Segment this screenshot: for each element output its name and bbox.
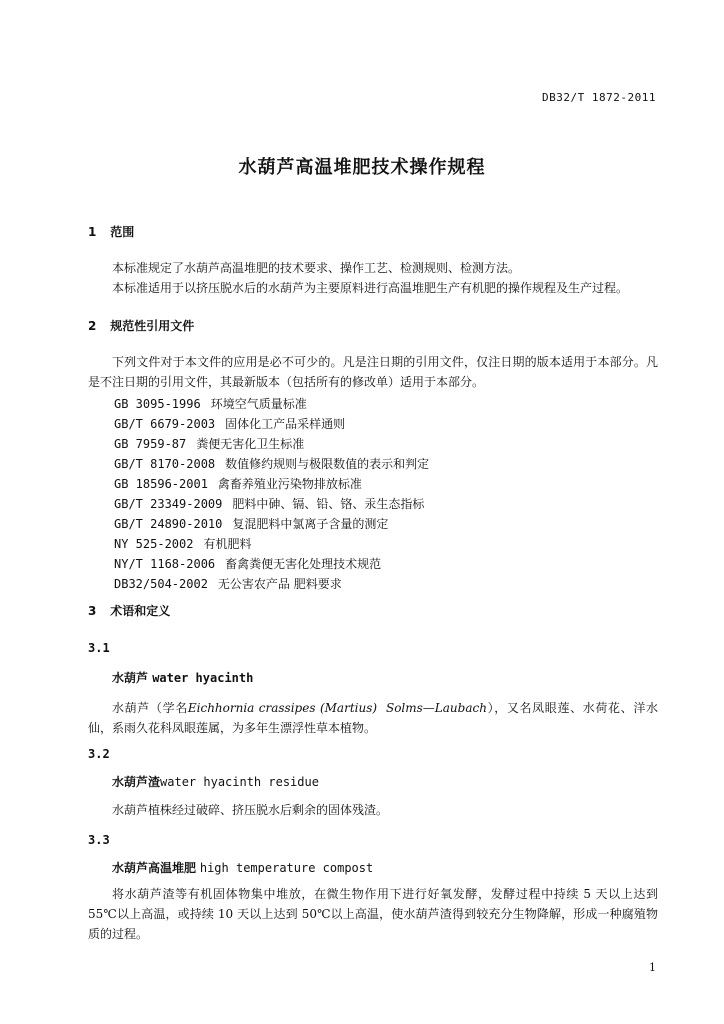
reference-code: GB 18596-2001 (114, 477, 208, 491)
section-number: 1 (88, 225, 97, 239)
reference-title: 复混肥料中氯离子含量的测定 (232, 517, 389, 531)
reference-item (88, 474, 658, 494)
term-en: high temperature compost (199, 861, 374, 875)
section-2-heading (88, 316, 658, 336)
term-zh: 水葫芦高温堆肥 (112, 861, 197, 875)
latin-name-1: Eichhornia crassipes (Martius) (187, 701, 378, 715)
reference-item (88, 434, 658, 454)
reference-code: GB 7959-87 (114, 437, 187, 451)
reference-code: GB/T 23349-2009 (114, 497, 223, 511)
definition-text-a: 水葫芦（学名 (112, 701, 188, 715)
term-3-3-definition: 将水葫芦渣等有机固体物集中堆放，在微生物作用下进行好氧发酵，发酵过程中持续 5 天以上达到 55℃以上高温，或持续 10 天以上达到 50℃以上高温，使水葫芦渣得到较充分生物降解，形成一种腐殖物质的过程。 (88, 887, 658, 941)
reference-item (88, 454, 658, 474)
reference-item (88, 554, 658, 574)
reference-title: 肥料中砷、镉、铅、铬、汞生态指标 (232, 497, 425, 511)
reference-item (88, 534, 658, 554)
term-zh: 水葫芦渣 (112, 775, 161, 789)
reference-item (88, 514, 658, 534)
reference-code: DB32/504-2002 (114, 577, 208, 591)
term-3-2-number: 3.2 (88, 747, 110, 761)
document-code: DB32/T 1872-2011 (542, 91, 656, 104)
reference-title: 环境空气质量标准 (210, 397, 307, 411)
reference-code: GB 3095-1996 (114, 397, 201, 411)
term-3-2-heading (88, 772, 658, 792)
reference-title: 无公害农产品 肥料要求 (217, 577, 342, 591)
term-3-3-heading (88, 858, 658, 878)
section-number: 3 (88, 604, 97, 618)
section-title: 规范性引用文件 (110, 319, 195, 333)
section-3-heading (88, 601, 658, 621)
term-3-1-definition (88, 698, 658, 738)
term-3-3-number: 3.3 (88, 833, 110, 847)
section-number: 2 (88, 319, 97, 333)
section-1-paragraph-2: 本标准适用于以挤压脱水后的水葫芦为主要原料进行高温堆肥生产有机肥的操作规程及生产过程。 (112, 281, 629, 295)
section-title: 术语和定义 (110, 604, 171, 618)
page-number: 1 (649, 961, 656, 974)
section-title: 范围 (110, 225, 135, 239)
normative-reference-list (88, 394, 658, 594)
reference-title: 禽畜养殖业污染物排放标准 (217, 477, 362, 491)
section-1-paragraph-1: 本标准规定了水葫芦高温堆肥的技术要求、操作工艺、检测规则、检测方法。 (112, 261, 521, 275)
reference-title: 数值修约规则与极限数值的表示和判定 (225, 457, 430, 471)
reference-code: GB/T 24890-2010 (114, 517, 223, 531)
reference-title: 粪便无害化卫生标准 (196, 437, 305, 451)
reference-title: 畜禽粪便无害化处理技术规范 (225, 557, 382, 571)
reference-item (88, 394, 658, 414)
reference-title: 有机肥料 (203, 537, 252, 551)
term-en: water hyacinth residue (160, 775, 319, 789)
section-2-intro: 下列文件对于本文件的应用是必不可少的。凡是注日期的引用文件，仅注日期的版本适用于本部分。凡是不注日期的引用文件，其最新版本（包括所有的修改单）适用于本部分。 (88, 355, 658, 389)
reference-item (88, 414, 658, 434)
reference-code: GB/T 8170-2008 (114, 457, 216, 471)
latin-name-2: Solms—Laubach (385, 701, 487, 715)
document-title: 水葫芦高温堆肥技术操作规程 (238, 157, 486, 178)
reference-item (88, 494, 658, 514)
reference-item (88, 574, 658, 594)
reference-title: 固体化工产品采样通则 (225, 417, 346, 431)
term-en: water hyacinth (152, 671, 254, 685)
definition-text-b: ），又名凤眼莲、水荷花、洋水仙，系雨久花科凤眼莲属，为多年生漂浮性草本植物。 (88, 701, 658, 735)
term-3-1-heading (88, 668, 658, 688)
reference-code: NY/T 1168-2006 (114, 557, 216, 571)
term-3-1-number: 3.1 (88, 641, 110, 655)
reference-code: NY 525-2002 (114, 537, 194, 551)
term-3-2-definition: 水葫芦植株经过破碎、挤压脱水后剩余的固体残渣。 (112, 803, 389, 817)
reference-code: GB/T 6679-2003 (114, 417, 216, 431)
section-1-heading (88, 222, 658, 242)
term-zh: 水葫芦 (112, 671, 149, 685)
